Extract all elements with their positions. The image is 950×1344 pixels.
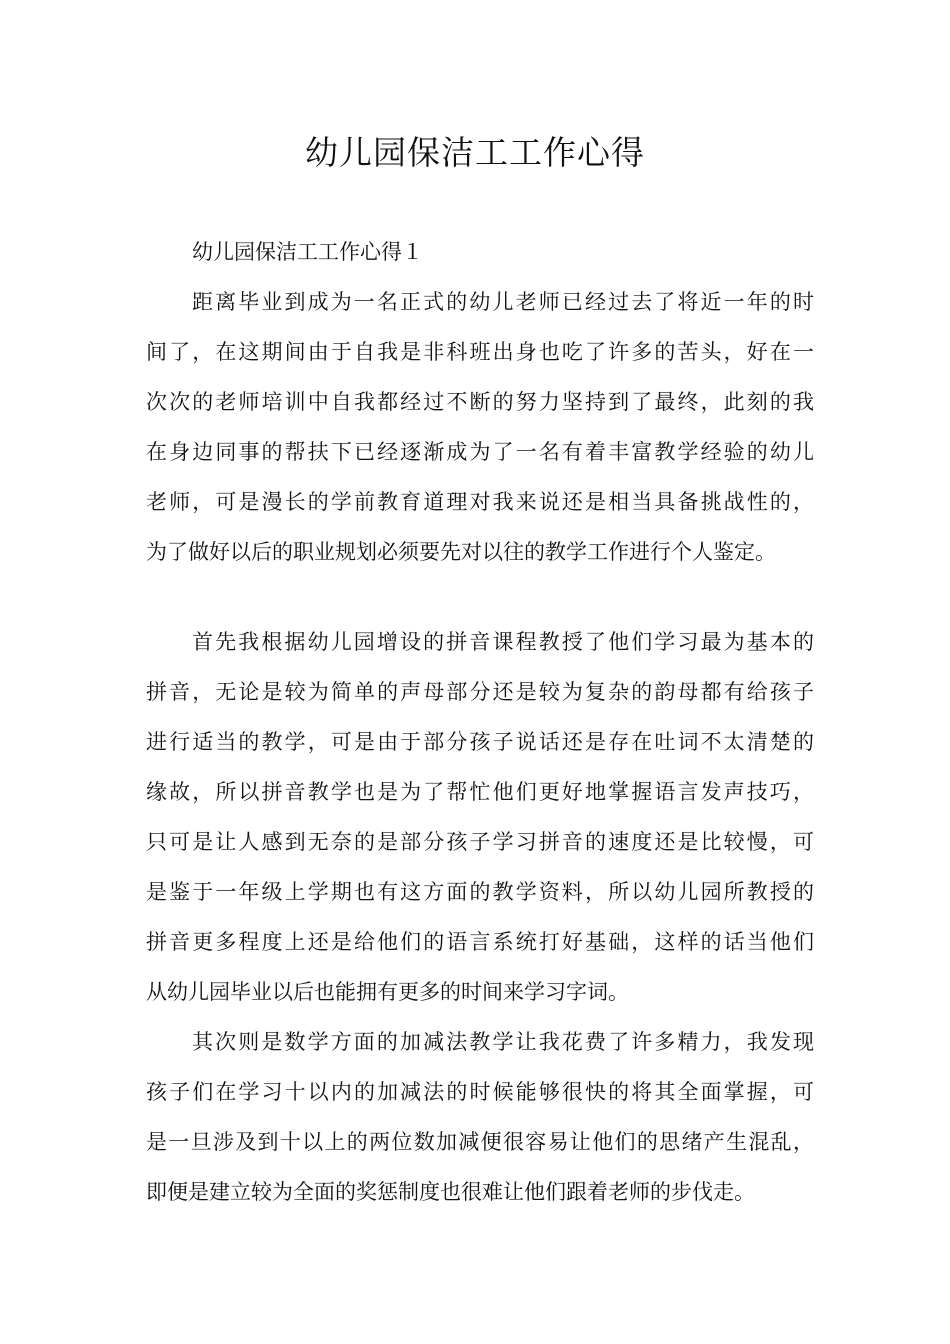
paragraph-gap [146, 577, 814, 617]
text-line: 老师，可是漫长的学前教育道理对我来说还是相当具备挑战性的， [146, 490, 814, 514]
text-line: 只可是让人感到无奈的是部分孩子学习拼音的速度还是比较慢，可 [146, 830, 814, 854]
text-line: 次次的老师培训中自我都经过不断的努力坚持到了最终，此刻的我 [146, 390, 814, 414]
paragraph-1 [146, 277, 814, 577]
document-body [146, 227, 814, 1217]
text-line: 距离毕业到成为一名正式的幼儿老师已经过去了将近一年的时 [192, 290, 814, 314]
text-line: 孩子们在学习十以内的加减法的时候能够很快的将其全面掌握，可 [146, 1080, 814, 1104]
text-line: 是一旦涉及到十以上的两位数加减便很容易让他们的思绪产生混乱， [146, 1130, 814, 1154]
text-line: 拼音更多程度上还是给他们的语言系统打好基础，这样的话当他们 [146, 930, 814, 954]
text-line: 即便是建立较为全面的奖惩制度也很难让他们跟着老师的步伐走。 [146, 1180, 755, 1204]
text-line: 进行适当的教学，可是由于部分孩子说话还是存在吐词不太清楚的 [146, 730, 814, 754]
text-line: 从幼儿园毕业以后也能拥有更多的时间来学习字词。 [146, 980, 629, 1004]
text-line: 在身边同事的帮扶下已经逐渐成为了一名有着丰富教学经验的幼儿 [146, 440, 814, 464]
text-line: 其次则是数学方面的加减法教学让我花费了许多精力，我发现 [192, 1030, 814, 1054]
section-heading: 幼儿园保洁工工作心得１ [192, 240, 423, 264]
text-line: 为了做好以后的职业规划必须要先对以往的教学工作进行个人鉴定。 [146, 540, 776, 564]
text-line: 拼音，无论是较为简单的声母部分还是较为复杂的韵母都有给孩子 [146, 680, 814, 704]
text-line: 缘故，所以拼音教学也是为了帮忙他们更好地掌握语言发声技巧， [146, 780, 814, 804]
text-line: 首先我根据幼儿园增设的拼音课程教授了他们学习最为基本的 [192, 630, 814, 654]
text-line: 间了，在这期间由于自我是非科班出身也吃了许多的苦头，好在一 [146, 340, 814, 364]
text-line: 是鉴于一年级上学期也有这方面的教学资料，所以幼儿园所教授的 [146, 880, 814, 904]
document-title: 幼儿园保洁工工作心得 [305, 133, 645, 172]
paragraph-3 [146, 1017, 814, 1217]
paragraph-2 [146, 617, 814, 1017]
